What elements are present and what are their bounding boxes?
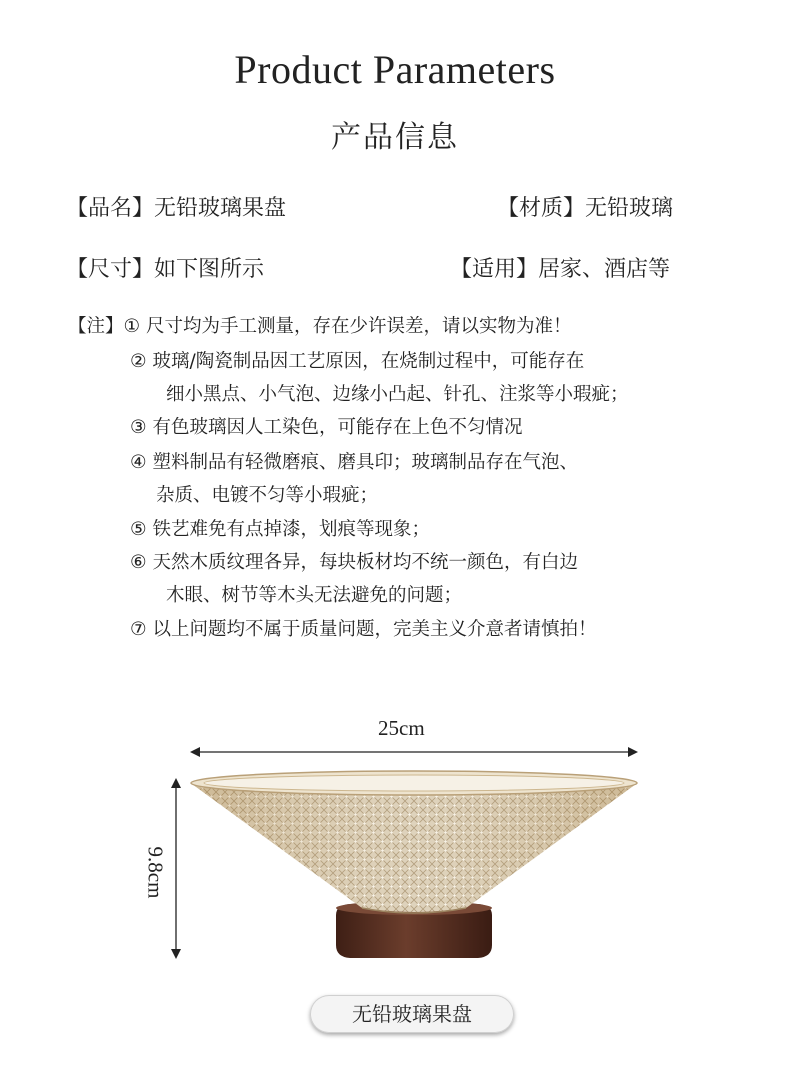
note-line-3: 细小黑点、小气泡、边缘小凸起、针孔、注浆等小瑕疵； [166,384,629,405]
note-line-10: ⑦ 以上问题均不属于质量问题，完美主义介意者请慎拍！ [130,619,597,640]
glass-bowl [191,771,637,913]
note-line-9: 木眼、树节等木头无法避免的问题； [166,585,463,606]
note-line-1: 【注】① 尺寸均为手工测量，存在少许误差，请以实物为准！ [68,316,572,337]
height-arrow [171,778,181,959]
param-material: 【材质】无铅玻璃 [497,196,674,221]
note-line-2: ② 玻璃/陶瓷制品因工艺原因，在烧制过程中，可能存在 [130,351,585,372]
note-line-6: 杂质、电镀不匀等小瑕疵； [156,485,379,506]
note-line-5: ④ 塑料制品有轻微磨痕、磨具印；玻璃制品存在气泡、 [130,452,578,473]
product-illustration [0,740,790,990]
page-title-en: Product Parameters [234,47,556,92]
dimension-width-label: 25cm [378,716,425,740]
param-size: 【尺寸】如下图所示 [66,257,265,282]
param-name: 【品名】无铅玻璃果盘 [66,196,287,221]
note-line-4: ③ 有色玻璃因人工染色，可能存在上色不匀情况 [130,417,523,438]
width-arrow [190,747,638,757]
page-title-cn: 产品信息 [331,120,459,155]
product-name-badge: 无铅玻璃果盘 [310,995,514,1033]
note-line-8: ⑥ 天然木质纹理各异，每块板材均不统一颜色，有白边 [130,552,578,573]
param-usage: 【适用】居家、酒店等 [450,257,671,282]
note-line-7: ⑤ 铁艺难免有点掉漆，划痕等现象； [130,519,430,540]
dimension-height-label: 9.8cm [143,846,168,899]
